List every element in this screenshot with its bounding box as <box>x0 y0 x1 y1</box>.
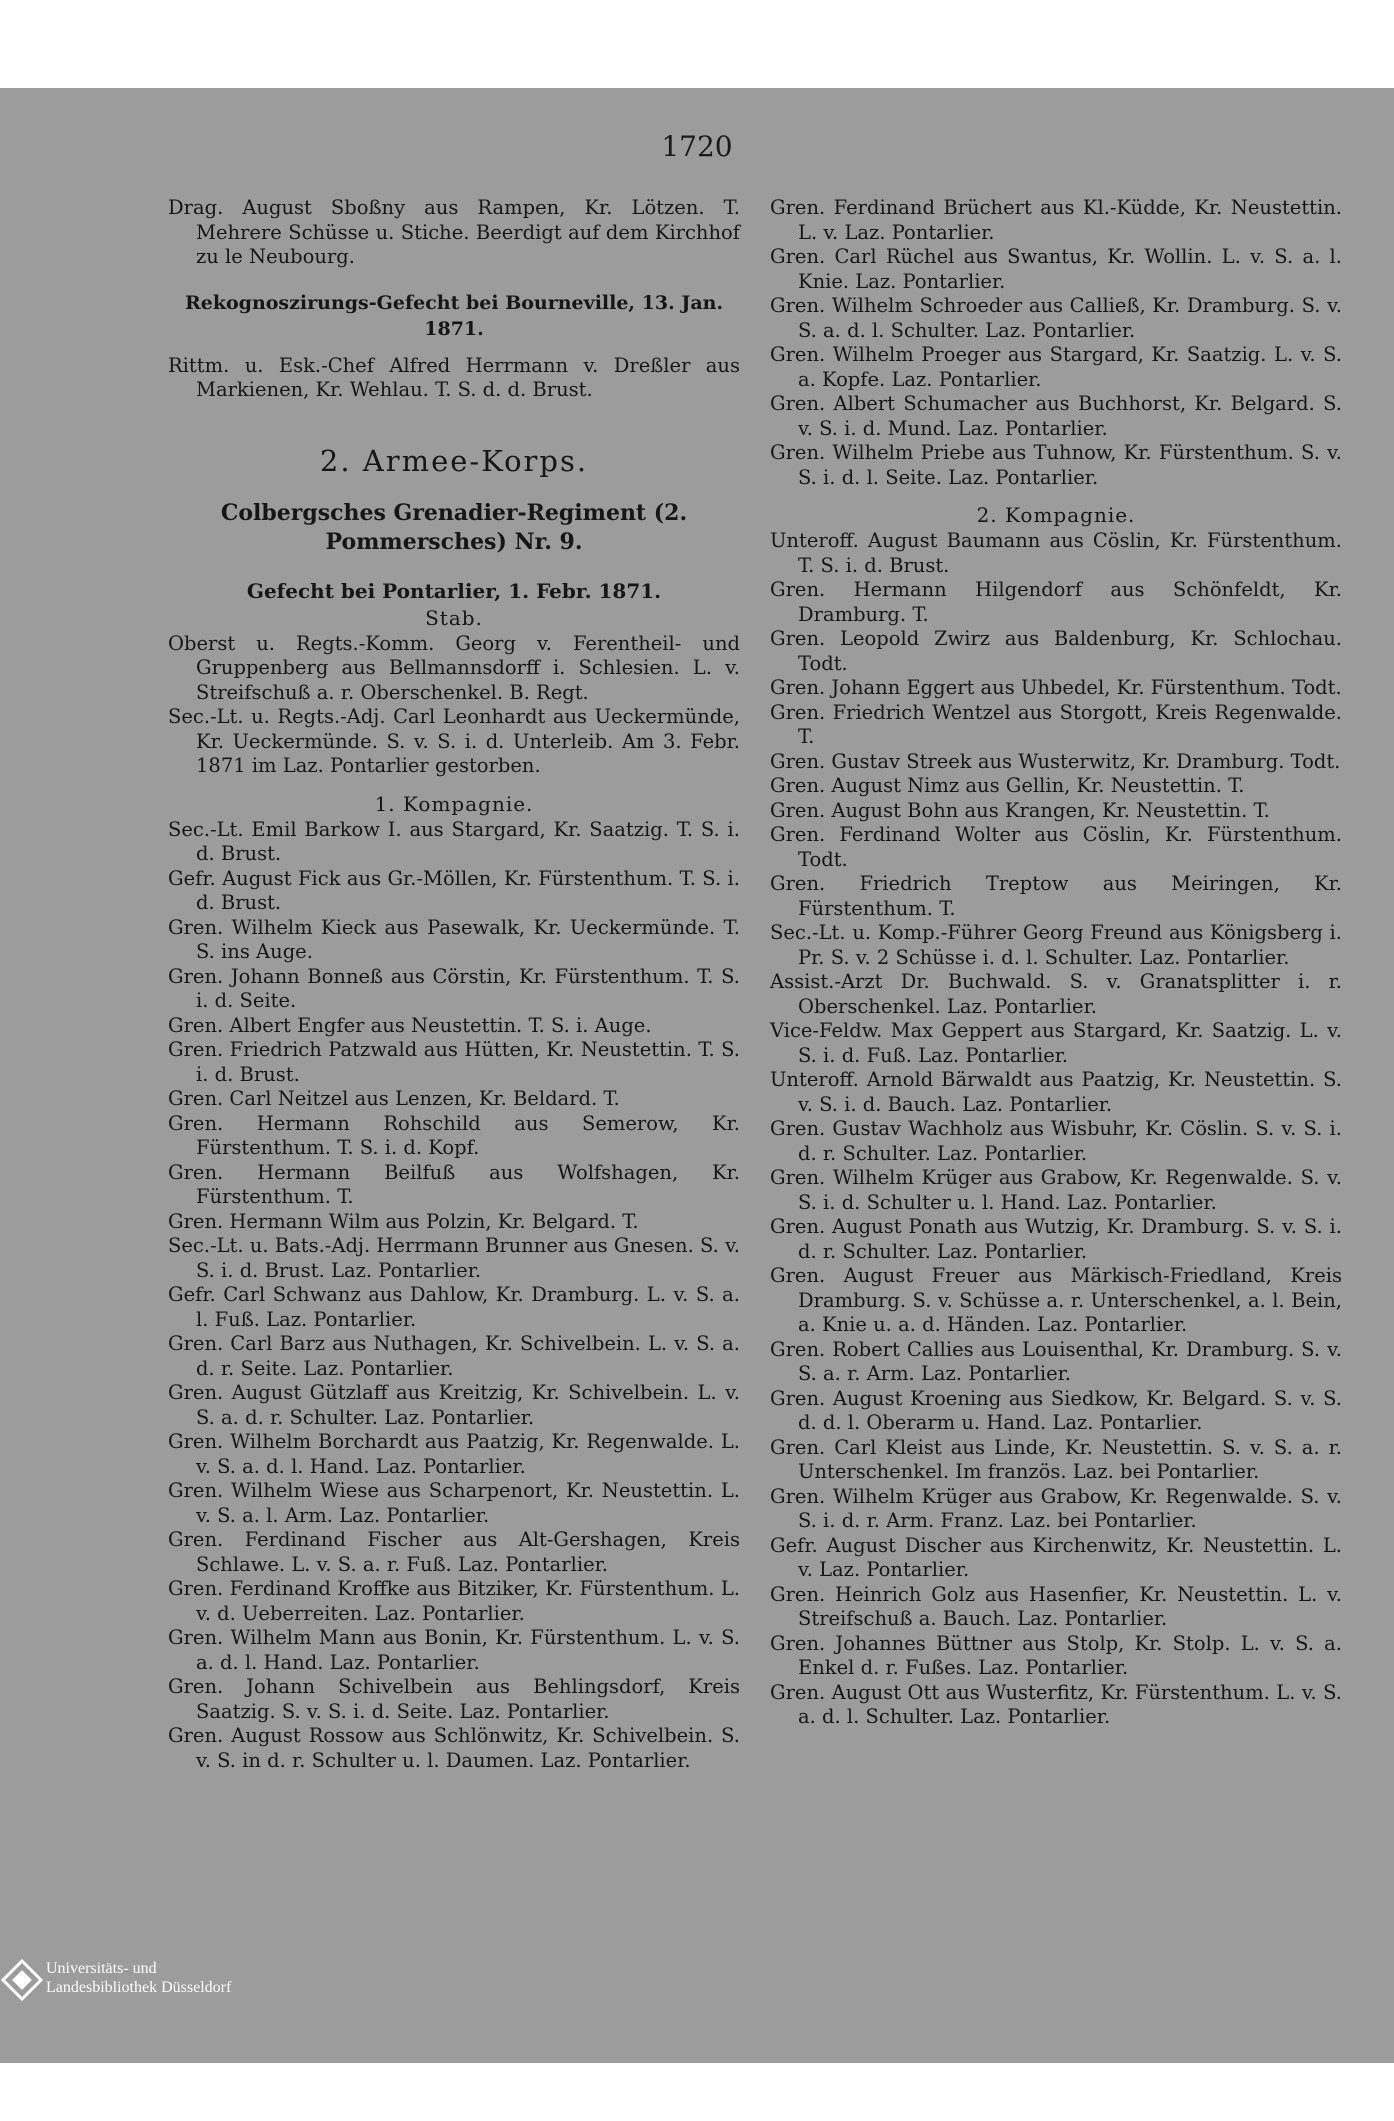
list-item: Gren. Wilhelm Priebe aus Tuhnow, Kr. Fürstenthum. S. v. S. i. d. l. Seite. Laz. Pontarlier. <box>770 441 1342 489</box>
list-item: Sec.-Lt. u. Bats.-Adj. Herrmann Brunner aus Gnesen. S. v. S. i. d. Brust. Laz. Pontarlier. <box>168 1234 740 1282</box>
list-item: Gren. Leopold Zwirz aus Baldenburg, Kr. Schlochau. Todt. <box>770 627 1342 675</box>
list-item: Gefr. August Discher aus Kirchenwitz, Kr. Neustettin. L. v. Laz. Pontarlier. <box>770 1533 1342 1581</box>
list-item: Gren. Johannes Büttner aus Stolp, Kr. Stolp. L. v. S. a. Enkel d. r. Fußes. Laz. Pontarlier. <box>770 1631 1342 1679</box>
corps-heading: 2. Armee-Korps. <box>319 443 589 478</box>
company2-heading: 2. Kompagnie. <box>976 503 1136 527</box>
page-number: 1720 <box>661 130 733 163</box>
regiment-heading: Colbergsches Grenadier-Regiment (2. Pommersches) Nr. 9. <box>220 499 688 555</box>
staff-heading: Stab. <box>425 605 483 630</box>
list-item: Gren. Hermann Beilfuß aus Wolfshagen, Kr. Fürstenthum. T. <box>168 1160 740 1208</box>
list-item: Gren. Wilhelm Schroeder aus Calließ, Kr. Dramburg. S. v. S. a. d. l. Schulter. Laz. Pontarlier. <box>770 294 1342 342</box>
list-item: Gren. Wilhelm Borchardt aus Paatzig, Kr. Regenwalde. L. v. S. a. d. l. Hand. Laz. Pontarlier. <box>168 1430 740 1478</box>
list-item: Vice-Feldw. Max Geppert aus Stargard, Kr. Saatzig. L. v. S. i. d. Fuß. Laz. Pontarlier. <box>770 1019 1342 1067</box>
list-item: Gren. Wilhelm Kieck aus Pasewalk, Kr. Ueckermünde. T. S. ins Auge. <box>168 915 740 963</box>
company-entries <box>168 818 740 1774</box>
staff-entries <box>168 632 740 779</box>
list-item: Gren. Carl Neitzel aus Lenzen, Kr. Beldard. T. <box>168 1087 620 1110</box>
list-item: Gren. Friedrich Patzwald aus Hütten, Kr. Neustettin. T. S. i. d. Brust. <box>168 1038 740 1086</box>
list-item: Gren. Ferdinand Fischer aus Alt-Gershagen, Kreis Schlawe. L. v. S. a. r. Fuß. Laz. Pontarlier. <box>168 1528 740 1576</box>
list-item: Gren. August Rossow aus Schlönwitz, Kr. Schivelbein. S. v. S. in d. r. Schulter u. l. Daumen. Laz. Pontarlier. <box>168 1724 740 1772</box>
list-item: Gren. August Freuer aus Märkisch-Friedland, Kreis Dramburg. S. v. Schüsse a. r. Unterschenkel, a. l. Bein, a. Knie u. a. d. Händen. Laz. Pontarlier. <box>770 1264 1342 1336</box>
list-item: Gren. Johann Eggert aus Uhbedel, Kr. Fürstenthum. Todt. <box>770 676 1342 699</box>
intro-entry: Drag. August Sboßny aus Rampen, Kr. Lötzen. T. Mehrere Schüsse u. Stiche. Beerdigt auf dem Kirchhof zu le Neubourg. <box>168 196 740 268</box>
battle-heading: Gefecht bei Pontarlier, 1. Febr. 1871. <box>246 578 662 603</box>
list-item: Gren. Wilhelm Krüger aus Grabow, Kr. Regenwalde. S. v. S. i. d. Schulter u. l. Hand. Laz. Pontarlier. <box>770 1166 1342 1214</box>
list-item: Gren. Wilhelm Krüger aus Grabow, Kr. Regenwalde. S. v. S. i. d. r. Arm. Franz. Laz. bei Pontarlier. <box>770 1484 1342 1532</box>
list-item: Gren. Wilhelm Wiese aus Scharpenort, Kr. Neustettin. L. v. S. a. l. Arm. Laz. Pontarlier. <box>168 1479 740 1527</box>
list-item: Gren. Johann Schivelbein aus Behlingsdorf, Kreis Saatzig. S. v. S. i. d. Seite. Laz. Pontarlier. <box>168 1675 740 1723</box>
list-item: Gren. August Nimz aus Gellin, Kr. Neustettin. T. <box>770 774 1245 797</box>
engagement-heading: Rekognoszirungs-Gefecht bei Bourneville, 13. Jan. 1871. <box>184 291 724 340</box>
list-item: Gren. Ferdinand Brüchert aus Kl.-Küdde, Kr. Neustettin. L. v. Laz. Pontarlier. <box>770 196 1342 244</box>
list-item: Gren. Carl Rüchel aus Swantus, Kr. Wollin. L. v. S. a. l. Knie. Laz. Pontarlier. <box>770 245 1342 293</box>
list-item: Gren. Friedrich Wentzel aus Storgott, Kreis Regenwalde. T. <box>770 700 1342 748</box>
list-item: Gren. Hermann Rohschild aus Semerow, Kr. Fürstenthum. T. S. i. d. Kopf. <box>168 1111 740 1159</box>
company2-entries <box>770 529 1342 1730</box>
list-item: Gren. Ferdinand Kroffke aus Bitziker, Kr. Fürstenthum. L. v. d. Ueberreiten. Laz. Pontarlier. <box>168 1577 740 1625</box>
right-column <box>770 196 1342 1730</box>
list-item: Gren. August Ponath aus Wutzig, Kr. Dramburg. S. v. S. i. d. r. Schulter. Laz. Pontarlier. <box>770 1215 1342 1263</box>
list-item: Gren. Robert Callies aus Louisenthal, Kr. Dramburg. S. v. S. a. r. Arm. Laz. Pontarlier. <box>770 1337 1342 1385</box>
list-item: Gren. August Ott aus Wusterfitz, Kr. Fürstenthum. L. v. S. a. d. l. Schulter. Laz. Pontarlier. <box>770 1680 1342 1728</box>
list-item: Gren. Gustav Streek aus Wusterwitz, Kr. Dramburg. Todt. <box>770 749 1341 773</box>
left-column <box>168 196 740 1773</box>
list-item: Gefr. August Fick aus Gr.-Möllen, Kr. Fürstenthum. T. S. i. d. Brust. <box>168 866 740 914</box>
list-item: Gefr. Carl Schwanz aus Dahlow, Kr. Dramburg. L. v. S. a. l. Fuß. Laz. Pontarlier. <box>168 1283 740 1331</box>
list-item: Gren. August Kroening aus Siedkow, Kr. Belgard. S. v. S. d. d. l. Oberarm u. Hand. Laz. Pontarlier. <box>770 1386 1342 1434</box>
list-item: Assist.-Arzt Dr. Buchwald. S. v. Granatsplitter i. r. Oberschenkel. Laz. Pontarlier. <box>770 970 1342 1018</box>
library-name <box>46 1959 231 1997</box>
list-item: Gren. August Gützlaff aus Kreitzig, Kr. Schivelbein. L. v. S. a. d. r. Schulter. Laz. Pontarlier. <box>168 1381 740 1429</box>
list-item: Gren. Hermann Wilm aus Polzin, Kr. Belgard. T. <box>168 1209 639 1233</box>
library-name-line2: Landesbibliothek Düsseldorf <box>46 1979 232 1996</box>
list-item: Gren. Albert Engfer aus Neustettin. T. S. i. Auge. <box>168 1013 652 1037</box>
list-item: Gren. Carl Kleist aus Linde, Kr. Neustettin. S. v. S. a. r. Unterschenkel. Im französ. Laz. bei Pontarlier. <box>770 1435 1342 1483</box>
company-heading: 1. Kompagnie. <box>374 791 534 816</box>
list-item: Gren. Heinrich Golz aus Hasenfier, Kr. Neustettin. L. v. Streifschuß a. Bauch. Laz. Pontarlier. <box>770 1582 1342 1630</box>
library-name-line1: Universitäts- und <box>46 1960 157 1977</box>
list-item: Gren. August Bohn aus Krangen, Kr. Neustettin. T. <box>770 798 1270 822</box>
list-item: Sec.-Lt. u. Regts.-Adj. Carl Leonhardt aus Ueckermünde, Kr. Ueckermünde. S. v. S. i. d. Unterleib. Am 3. Febr. 1871 im Laz. Pontarlier gestorben. <box>168 705 740 777</box>
list-item: Gren. Wilhelm Proeger aus Stargard, Kr. Saatzig. L. v. S. a. Kopfe. Laz. Pontarlier. <box>770 343 1342 391</box>
list-item: Gren. Albert Schumacher aus Buchhorst, Kr. Belgard. S. v. S. i. d. Mund. Laz. Pontarlier. <box>770 392 1342 440</box>
list-item: Gren. Hermann Hilgendorf aus Schönfeldt, Kr. Dramburg. T. <box>770 578 1342 626</box>
company1-continued-entries <box>770 196 1342 490</box>
list-item: Gren. Ferdinand Wolter aus Cöslin, Kr. Fürstenthum. Todt. <box>770 823 1342 871</box>
list-item: Gren. Gustav Wachholz aus Wisbuhr, Kr. Cöslin. S. v. S. i. d. r. Schulter. Laz. Pontarlier. <box>770 1117 1342 1165</box>
list-item: Oberst u. Regts.-Komm. Georg v. Ferentheil- und Gruppenberg aus Bellmannsdorff i. Schlesien. L. v. Streifschuß a. r. Oberschenkel. B. Regt. <box>168 631 740 704</box>
list-item: Gren. Friedrich Treptow aus Meiringen, Kr. Fürstenthum. T. <box>770 872 1342 920</box>
engagement-entry: Rittm. u. Esk.-Chef Alfred Herrmann v. Dreßler aus Markienen, Kr. Wehlau. T. S. d. d. Brust. <box>168 353 740 401</box>
list-item: Gren. Carl Barz aus Nuthagen, Kr. Schivelbein. L. v. S. a. d. r. Seite. Laz. Pontarlier. <box>168 1332 740 1380</box>
list-item: Sec.-Lt. Emil Barkow I. aus Stargard, Kr. Saatzig. T. S. i. d. Brust. <box>168 817 740 865</box>
list-item: Sec.-Lt. u. Komp.-Führer Georg Freund aus Königsberg i. Pr. S. v. 2 Schüsse i. d. l. Schulter. Laz. Pontarlier. <box>770 921 1342 969</box>
list-item: Gren. Johann Bonneß aus Cörstin, Kr. Fürstenthum. T. S. i. d. Seite. <box>168 964 740 1012</box>
list-item: Unteroff. Arnold Bärwaldt aus Paatzig, Kr. Neustettin. S. v. S. i. d. Bauch. Laz. Pontarlier. <box>770 1068 1342 1116</box>
list-item: Unteroff. August Baumann aus Cöslin, Kr. Fürstenthum. T. S. i. d. Brust. <box>770 529 1342 577</box>
list-item: Gren. Wilhelm Mann aus Bonin, Kr. Fürstenthum. L. v. S. a. d. l. Hand. Laz. Pontarlier. <box>168 1626 740 1674</box>
diamond-logo-icon <box>0 1958 44 2002</box>
